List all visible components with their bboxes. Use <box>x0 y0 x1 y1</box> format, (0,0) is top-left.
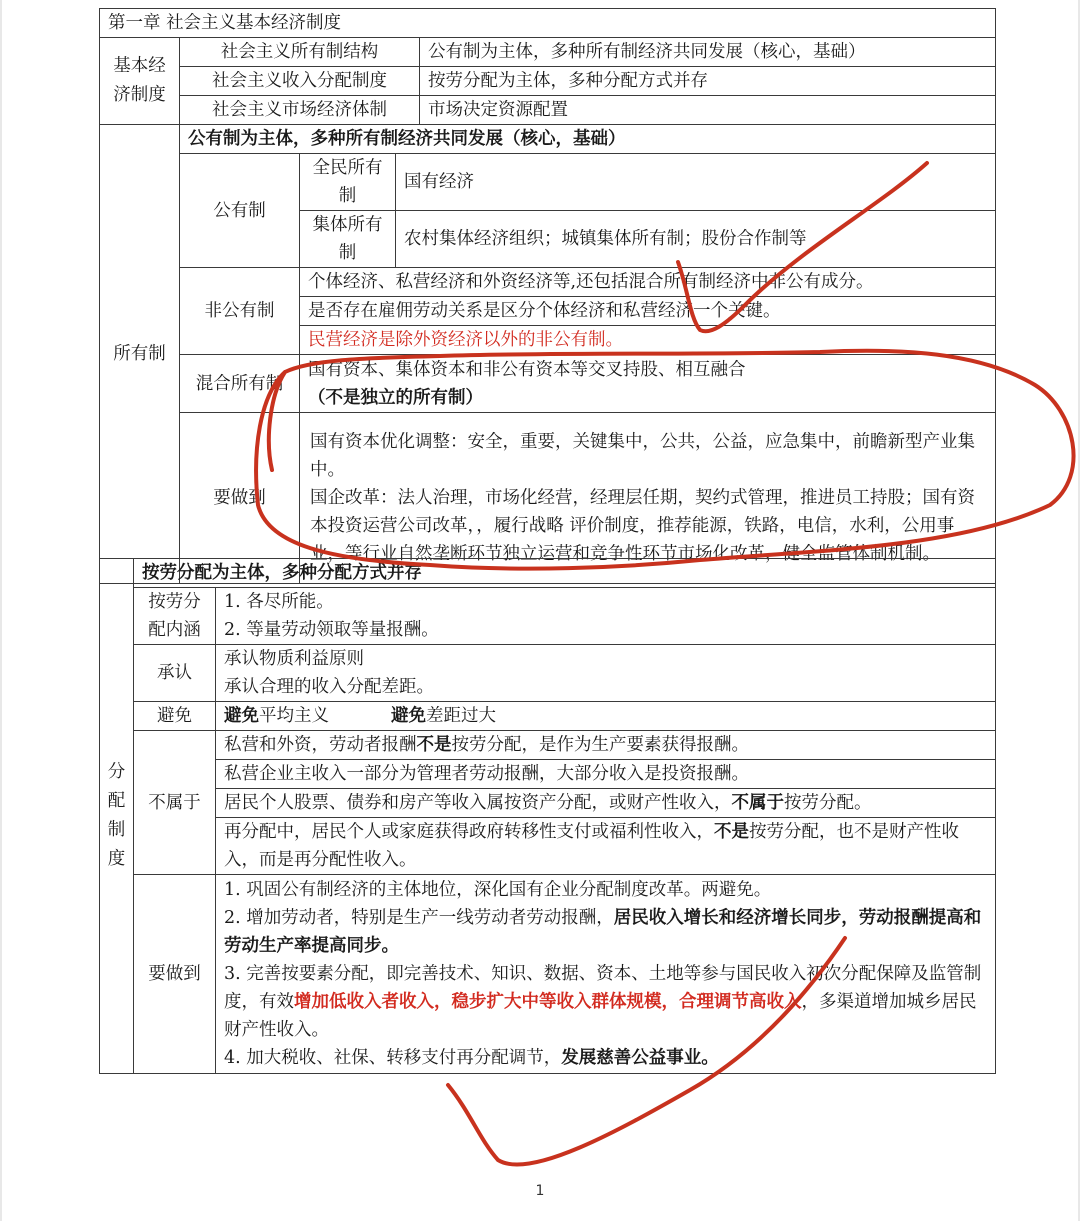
nonpublic-label: 非公有制 <box>180 268 300 355</box>
basic-row-name: 社会主义收入分配制度 <box>180 67 420 96</box>
admit-line: 承认物质利益原则 <box>224 649 364 669</box>
public-row-name: 集体所有制 <box>300 211 396 268</box>
meaning-line: 2. 等量劳动领取等量报酬。 <box>224 620 439 640</box>
meaning-label: 按劳分 配内涵 <box>134 588 216 645</box>
basic-row-desc: 市场决定资源配置 <box>420 96 996 125</box>
basic-system-label: 基本经济制度 <box>100 38 180 125</box>
todo-paragraph: 国有资本优化调整：安全，重要，关键集中，公共，公益，应急集中，前瞻新型产业集中。 <box>310 432 975 480</box>
mixed-line: 国有资本、集体资本和非公有资本等交叉持股、相互融合 <box>308 359 746 380</box>
avoid-label: 避免 <box>134 702 216 731</box>
todo-item: 3. 完善按要素分配，即完善技术、知识、数据、资本、土地等参与国民收入初次分配保障及监管制度，有效增加低收入者收入，稳步扩大中等收入群体规模，合理调节高收入，多渠道增加城乡居民财产性收入。 <box>224 964 982 1040</box>
nonpublic-line: 是否存在雇佣劳动关系是区分个体经济和私营经济一个关键。 <box>300 297 996 326</box>
ownership-table <box>99 8 996 584</box>
nonpublic-line-highlight: 民营经济是除外资经济以外的非公有制。 <box>300 326 996 355</box>
not-belong-label: 不属于 <box>134 731 216 875</box>
not-belong-line: 私营和外资，劳动者报酬不是按劳分配，是作为生产要素获得报酬。 <box>216 731 996 760</box>
basic-row-desc: 公有制为主体，多种所有制经济共同发展（核心，基础） <box>420 38 996 67</box>
chapter-title: 第一章 社会主义基本经济制度 <box>100 9 996 38</box>
ownership-header: 公有制为主体，多种所有制经济共同发展（核心，基础） <box>180 125 996 154</box>
public-ownership-label: 公有制 <box>180 154 300 268</box>
not-belong-line: 私营企业主收入一部分为管理者劳动报酬，大部分收入是投资报酬。 <box>216 760 996 789</box>
mixed-note: （不是独立的所有制） <box>308 387 483 408</box>
basic-row-name: 社会主义市场经济体制 <box>180 96 420 125</box>
page-number: 1 <box>535 1183 545 1199</box>
basic-row-desc: 按劳分配为主体，多种分配方式并存 <box>420 67 996 96</box>
mixed-ownership-label: 混合所有制 <box>180 355 300 413</box>
public-row-desc: 国有经济 <box>396 154 996 211</box>
distribution-todo-label: 要做到 <box>134 875 216 1074</box>
distribution-side-label: 分 配 制 度 <box>100 559 134 1074</box>
admit-line: 承认合理的收入分配差距。 <box>224 677 434 697</box>
public-row-desc: 农村集体经济组织；城镇集体所有制；股份合作制等 <box>396 211 996 268</box>
admit-label: 承认 <box>134 645 216 702</box>
todo-item: 4. 加大税收、社保、转移支付再分配调节，发展慈善公益事业。 <box>224 1048 719 1068</box>
ownership-todo-label: 要做到 <box>180 413 300 584</box>
avoid-row: 避免平均主义 避免差距过大 <box>216 702 996 731</box>
not-belong-line: 再分配中，居民个人或家庭获得政府转移性支付或福利性收入，不是按劳分配，也不是财产性收入，而是再分配性收入。 <box>216 818 996 875</box>
public-row-name: 全民所有制 <box>300 154 396 211</box>
distribution-table <box>99 558 996 1074</box>
distribution-header: 按劳分配为主体，多种分配方式并存 <box>134 559 996 588</box>
todo-item: 1. 巩固公有制经济的主体地位，深化国有企业分配制度改革。两避免。 <box>224 880 772 900</box>
ownership-label: 所有制 <box>100 125 180 584</box>
todo-paragraph: 国企改革：法人治理，市场化经营，经理层任期，契约式管理，推进员工持股；国有资本投资运营公司改革，，履行战略 评价制度，推荐能源，铁路，电信，水利，公用事业，等行业自然垄断环节独立运营和竞争性环节市场化改革，健全监管体制机制。 <box>310 488 975 564</box>
meaning-line: 1. 各尽所能。 <box>224 592 334 612</box>
not-belong-line: 居民个人股票、债券和房产等收入属按资产分配，或财产性收入，不属于按劳分配。 <box>216 789 996 818</box>
basic-row-name: 社会主义所有制结构 <box>180 38 420 67</box>
todo-item: 2. 增加劳动者，特别是生产一线劳动者劳动报酬，居民收入增长和经济增长同步，劳动报酬提高和劳动生产率提高同步。 <box>224 908 982 956</box>
nonpublic-line: 个体经济、私营经济和外资经济等,还包括混合所有制经济中非公有成分。 <box>300 268 996 297</box>
